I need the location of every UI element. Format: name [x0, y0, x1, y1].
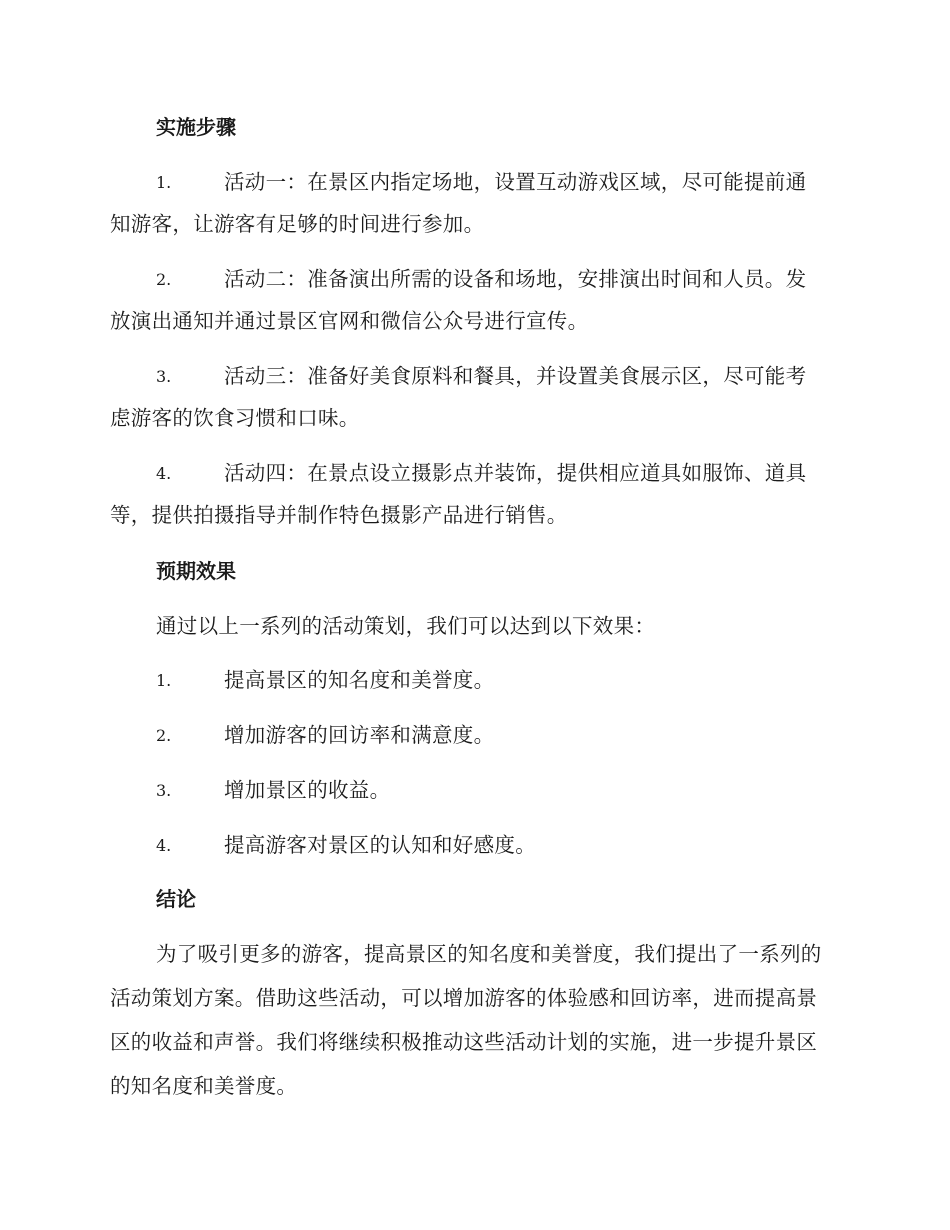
effect-text: 增加景区的收益。 [224, 778, 391, 802]
step-number: 2. [156, 270, 172, 289]
step-text-line: 虑游客的饮食习惯和口味。 [110, 406, 360, 430]
effect-number: 2. [156, 726, 172, 745]
step-text-line: 等，提供拍摄指导并制作特色摄影产品进行销售。 [110, 503, 568, 527]
step-number: 1. [156, 173, 172, 192]
effect-number: 4. [156, 836, 172, 855]
step-number: 3. [156, 367, 172, 386]
step-number: 4. [156, 464, 172, 483]
effect-number: 1. [156, 671, 172, 690]
conclusion-paragraph: 为了吸引更多的游客，提高景区的知名度和美誉度，我们提出了一系列的活动策划方案。借助这些活动，可以增加游客的体验感和回访率，进而提高景区的收益和声誉。我们将继续积极推动这些活动计划的实施，进一步提升景区的知名度和美誉度。 [110, 942, 822, 1098]
effects-intro: 通过以上一系列的活动策划，我们可以达到以下效果： [156, 614, 656, 638]
step-text-line: 活动四：在景点设立摄影点并装饰，提供相应道具如服饰、道具 [224, 461, 807, 485]
step-text-line: 活动一：在景区内指定场地，设置互动游戏区域，尽可能提前通 [224, 170, 807, 194]
effect-text: 提高游客对景区的认知和好感度。 [224, 833, 536, 857]
effect-text: 提高景区的知名度和美誉度。 [224, 668, 495, 692]
step-text-line: 活动三：准备好美食原料和餐具，并设置美食展示区，尽可能考 [224, 364, 807, 388]
effect-number: 3. [156, 781, 172, 800]
step-text-line: 活动二：准备演出所需的设备和场地，安排演出时间和人员。发 [224, 267, 807, 291]
step-text-line: 放演出通知并通过景区官网和微信公众号进行宣传。 [110, 309, 589, 333]
step-text-line: 知游客，让游客有足够的时间进行参加。 [110, 212, 485, 236]
effect-text: 增加游客的回访率和满意度。 [224, 723, 495, 747]
steps-heading: 实施步骤 [156, 115, 236, 139]
conclusion-heading: 结论 [156, 887, 196, 911]
effects-heading: 预期效果 [156, 559, 236, 583]
